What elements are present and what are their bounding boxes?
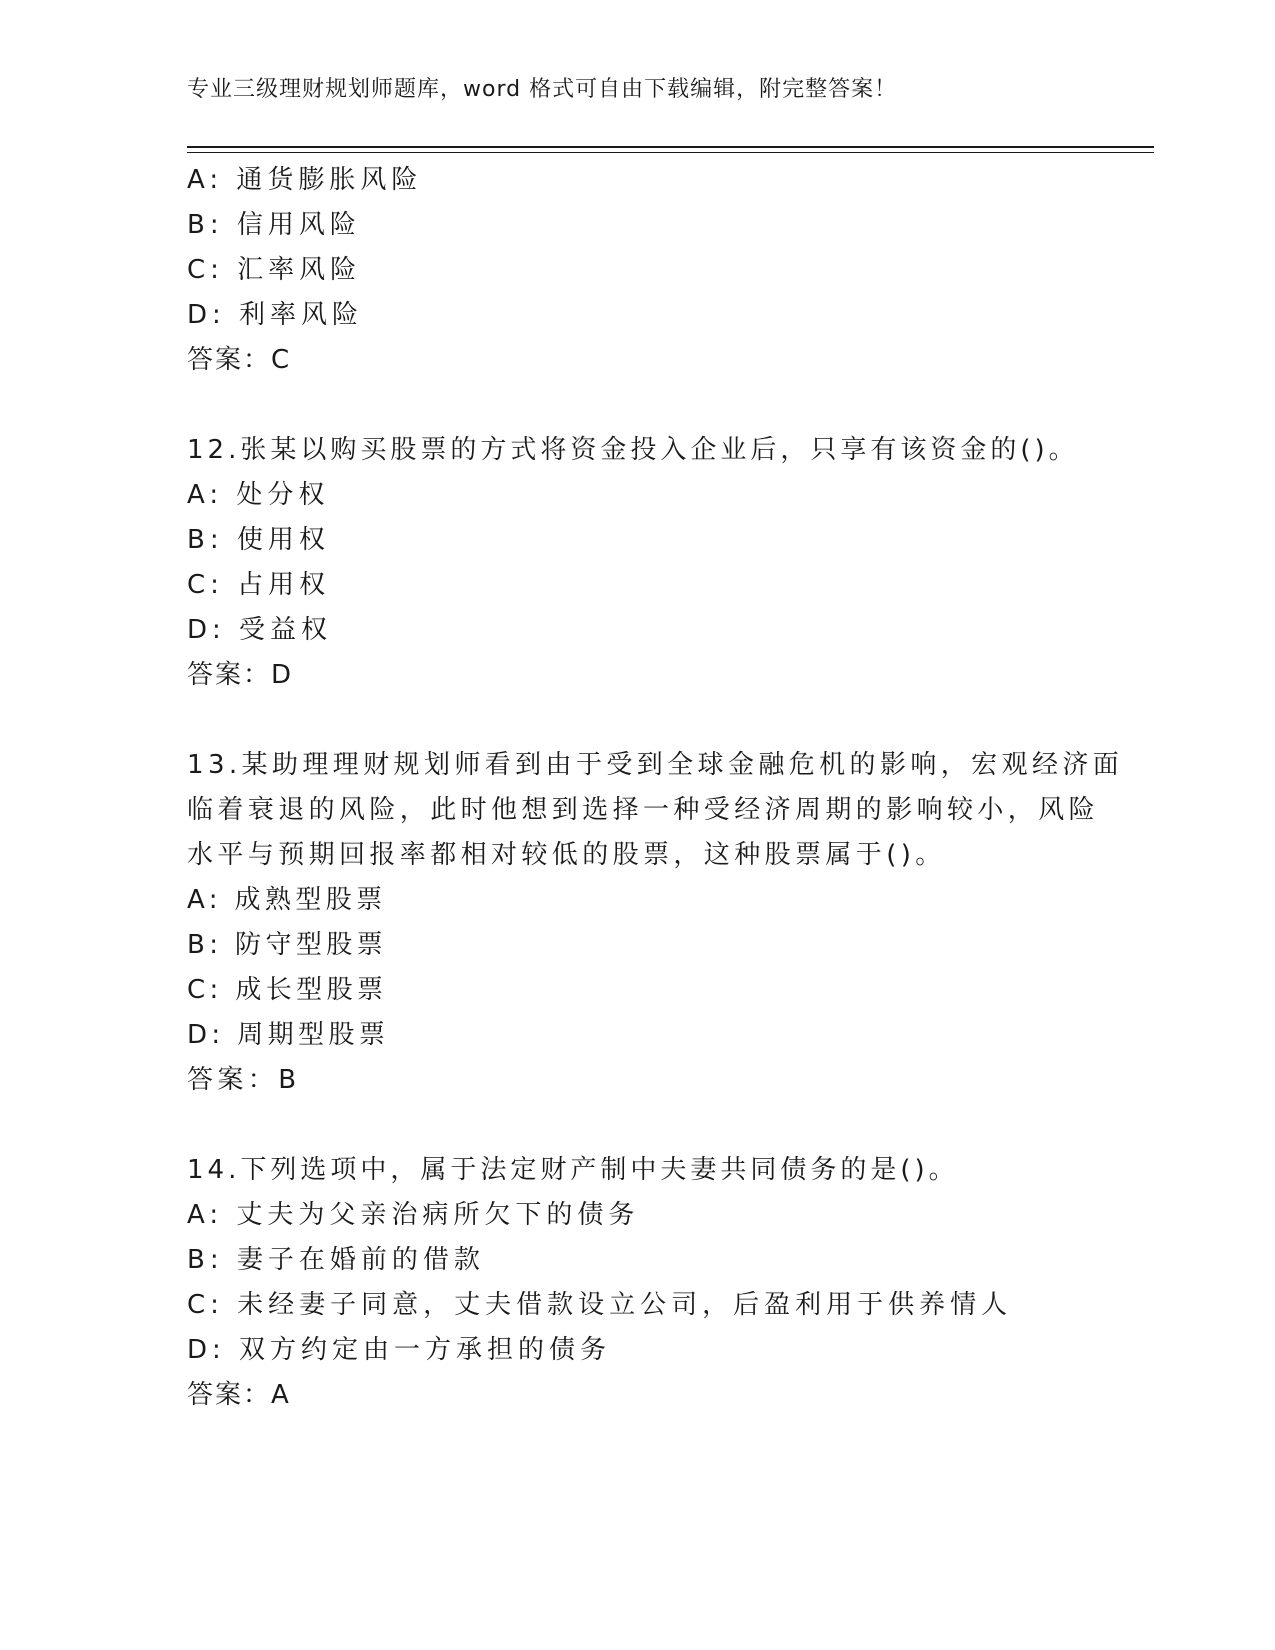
option-d: D: 利率风险 [187,300,364,330]
option-b: B: 防守型股票 [187,930,388,960]
question-text-line-1: 13.某助理理财规划师看到由于受到全球金融危机的影响，宏观经济面 [187,750,1124,780]
option-a: A: 通货膨胀风险 [187,165,423,195]
question-text-line-3: 水平与预期回报率都相对较低的股票，这种股票属于()。 [187,840,946,870]
option-c: C: 未经妻子同意，丈夫借款设立公司，后盈利用于供养情人 [187,1290,1013,1320]
answer-line: 答案：C [187,345,292,375]
document-header: 专业三级理财规划师题库，word 格式可自由下载编辑，附完整答案！ [187,77,898,102]
answer-line: 答案：D [187,660,294,690]
option-d: D: 周期型股票 [187,1020,390,1050]
question-text: 14.下列选项中，属于法定财产制中夫妻共同债务的是()。 [187,1155,959,1185]
question-block-14 [187,1148,1087,1418]
option-b: B: 妻子在婚前的借款 [187,1245,485,1275]
option-d: D: 双方约定由一方承担的债务 [187,1335,612,1365]
question-block-13 [187,743,1124,1103]
answer-line: 答案：B [187,1065,301,1095]
option-a: A: 丈夫为父亲治病所欠下的债务 [187,1200,640,1230]
option-c: C: 占用权 [187,570,331,600]
question-list [187,158,1124,1418]
option-a: A: 处分权 [187,480,330,510]
option-a: A: 成熟型股票 [187,885,387,915]
question-text: 12.张某以购买股票的方式将资金投入企业后，只享有该资金的()。 [187,435,1079,465]
option-c: C: 成长型股票 [187,975,388,1005]
option-d: D: 受益权 [187,615,333,645]
question-text-line-2: 临着衰退的风险，此时他想到选择一种受经济周期的影响较小，风险 [187,795,1100,825]
option-b: B: 使用权 [187,525,330,555]
header-divider [187,146,1154,153]
question-block-12 [187,428,1087,698]
question-block-11 [187,158,1087,383]
option-b: B: 信用风险 [187,210,361,240]
answer-line: 答案：A [187,1380,291,1410]
option-c: C: 汇率风险 [187,255,362,285]
